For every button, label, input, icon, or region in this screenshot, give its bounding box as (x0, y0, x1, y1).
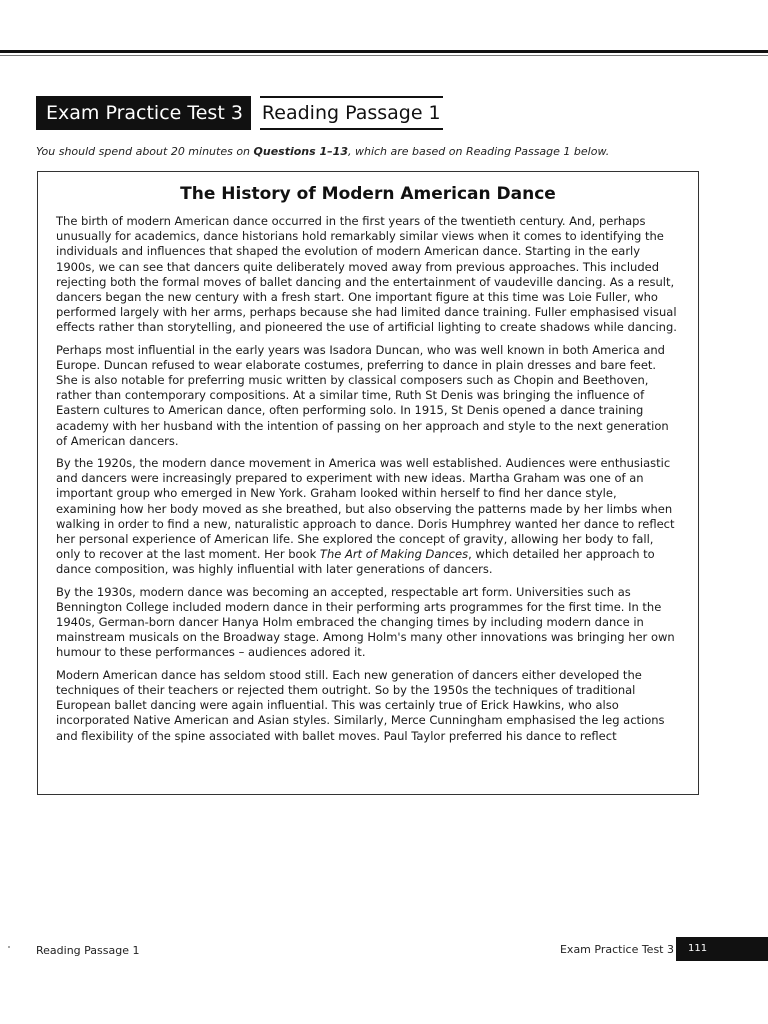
paragraph-4: By the 1930s, modern dance was becoming an accepted, respectable art form. Universities such as Bennington College included modern dance in their performing arts programmes for the first time. In the 1940s, German-born dancer Hanya Holm embraced the changing times by including modern dance in mainstream musicals on the Broadway stage. Among Holm's many other innovations was bringing her own humour to these performances – audiences adored it. (56, 584, 675, 660)
paragraph-2: Perhaps most influential in the early years was Isadora Duncan, who was well known in both America and Europe. Duncan refused to wear elaborate costumes, preferring to dance in plain dresses and bare feet. She is also notable for preferring music written by classical composers such as Chopin and Beethoven, rather than contemporary compositions. At a similar time, Ruth St Denis was bringing the influence of Eastern cultures to American dance, often performing solo. In 1915, St Denis opened a dance training academy with her husband with the intention of passing on her approach and style to the next generation of American dancers. (56, 342, 669, 448)
test-label: Exam Practice Test 3 (36, 96, 251, 130)
instruction-before: You should spend about 20 minutes on (36, 145, 254, 158)
book-title: The Art of Making Dances (319, 547, 469, 562)
footer-test-label: Exam Practice Test 3 (559, 943, 674, 956)
top-rule-thin (0, 55, 768, 56)
top-rule (0, 50, 768, 53)
paragraph-3 (56, 456, 680, 578)
passage-box (37, 171, 699, 795)
paragraph-3-tail: , which detailed her approach to dance composition, was highly influential with later generations of dancers. (56, 547, 655, 577)
passage-label: Reading Passage 1 (260, 96, 443, 130)
page-number: 111 (676, 937, 768, 961)
paragraph-1: The birth of modern American dance occurred in the first years of the twentieth century. And, perhaps unusually for academics, dance historians hold remarkably similar views when it comes to identifying the individuals and influences that shaped the evolution of modern American dance. Starting in the early 1900s, we can see that dancers quite deliberately moved away from previous approaches. This included rejecting both the formal moves of ballet dancing and the entertainment of vaudeville dancing. As a result, dancers began the new century with a fresh start. One important figure at this time was Loie Fuller, who performed largely with her arms, perhaps because she had limited dance training. Fuller emphasised visual effects rather than storytelling, and pioneered the use of artificial lighting to create shadows while dancing. (56, 214, 677, 335)
instruction-questions: Questions 1–13 (253, 145, 348, 158)
section-header (36, 96, 443, 130)
paragraph-5: Modern American dance has seldom stood still. Each new generation of dancers either developed the techniques of their teachers or rejected them outright. So by the 1950s the techniques of traditional European ballet dancing were again influential. This was certainly true of Erick Hawkins, who also incorporated Native American and Asian styles. Similarly, Merce Cunningham emphasised the leg actions and flexibility of the spine associated with ballet moves. Paul Taylor preferred his dance to reflect (56, 667, 665, 743)
passage-title: The History of Modern American Dance (180, 184, 556, 204)
footer-section-label: Reading Passage 1 (36, 944, 140, 957)
paragraph-3-text: By the 1920s, the modern dance movement in America was well established. Audiences were enthusiastic and dancers were increasingly prepared to experiment with new ideas. Martha Graham was one of an important group who emerged in New York. Graham looked within herself to find her dance style, examining how her body moved as she breathed, but also observing the patterns made by her limbs when walking in order to find a new, naturalistic approach to dance. Doris Humphrey wanted her dance to reflect her personal experience of American life. She explored the concept of gravity, allowing her body to fall, only to recover at the last moment. Her book (56, 456, 675, 562)
margin-dot (8, 946, 10, 948)
instruction-after: , which are based on Reading Passage 1 below. (347, 145, 610, 158)
instruction-text (36, 145, 609, 158)
